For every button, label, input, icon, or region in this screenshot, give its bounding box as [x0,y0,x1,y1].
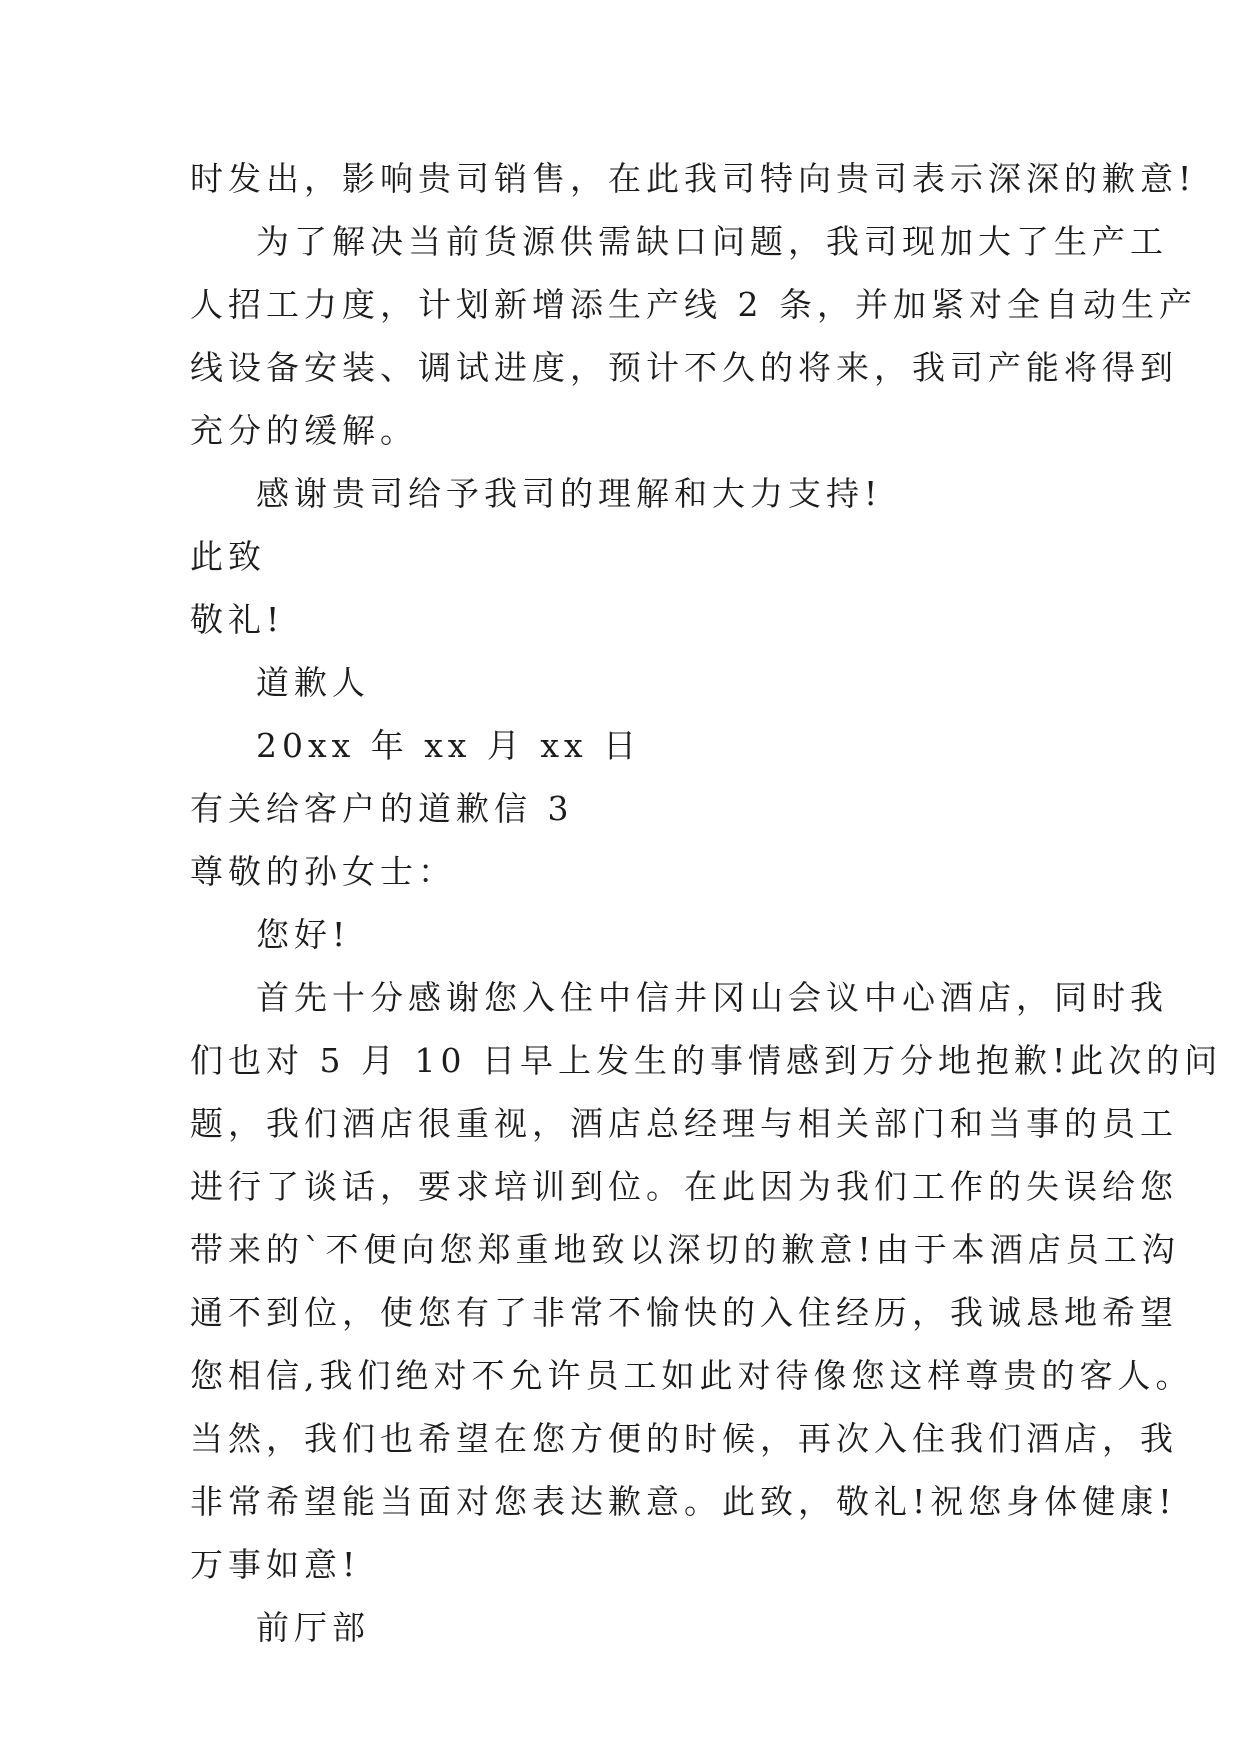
text-line: 首先十分感谢您入住中信井冈山会议中心酒店，同时我 [256,978,1168,1017]
text-line: 非常希望能当面对您表达歉意。此致，敬礼!祝您身体健康! [190,1482,1177,1521]
text-line: 带来的`不便向您郑重地致以深切的歉意!由于本酒店员工沟 [190,1230,1180,1269]
text-line: 时发出，影响贵司销售，在此我司特向贵司表示深深的歉意! [190,159,1197,198]
text-line: 人招工力度，计划新增添生产线 2 条，并加紧对全自动生产 [190,285,1197,324]
text-line: 为了解决当前货源供需缺口问题，我司现加大了生产工 [256,222,1168,261]
greeting: 您好! [256,915,351,954]
text-line: 您相信,我们绝对不允许员工如此对待像您这样尊贵的客人。 [190,1356,1194,1395]
date-line: 20xx 年 xx 月 xx 日 [256,726,642,765]
salutation-closing: 敬礼! [190,600,285,639]
text-line: 题，我们酒店很重视，酒店总经理与相关部门和当事的员工 [190,1104,1178,1143]
text-line: 充分的缓解。 [190,411,418,450]
text-line: 当然，我们也希望在您方便的时候，再次入住我们酒店，我 [190,1419,1178,1458]
text-line: 线设备安装、调试进度，预计不久的将来，我司产能将得到 [190,348,1178,387]
signature: 前厅部 [256,1608,370,1647]
recipient-greeting: 尊敬的孙女士： [190,852,456,891]
text-line: 感谢贵司给予我司的理解和大力支持! [256,474,883,513]
closing-phrase: 此致 [190,537,266,576]
text-line: 们也对 5 月 10 日早上发生的事情感到万分地抱歉!此次的问 [190,1041,1223,1080]
text-line: 通不到位，使您有了非常不愉快的入住经历，我诚恳地希望 [190,1293,1178,1332]
letter-title: 有关给客户的道歉信 3 [190,789,574,828]
text-line: 进行了谈话，要求培训到位。在此因为我们工作的失误给您 [190,1167,1178,1206]
text-line: 万事如意! [190,1545,361,1584]
signature: 道歉人 [256,663,370,702]
